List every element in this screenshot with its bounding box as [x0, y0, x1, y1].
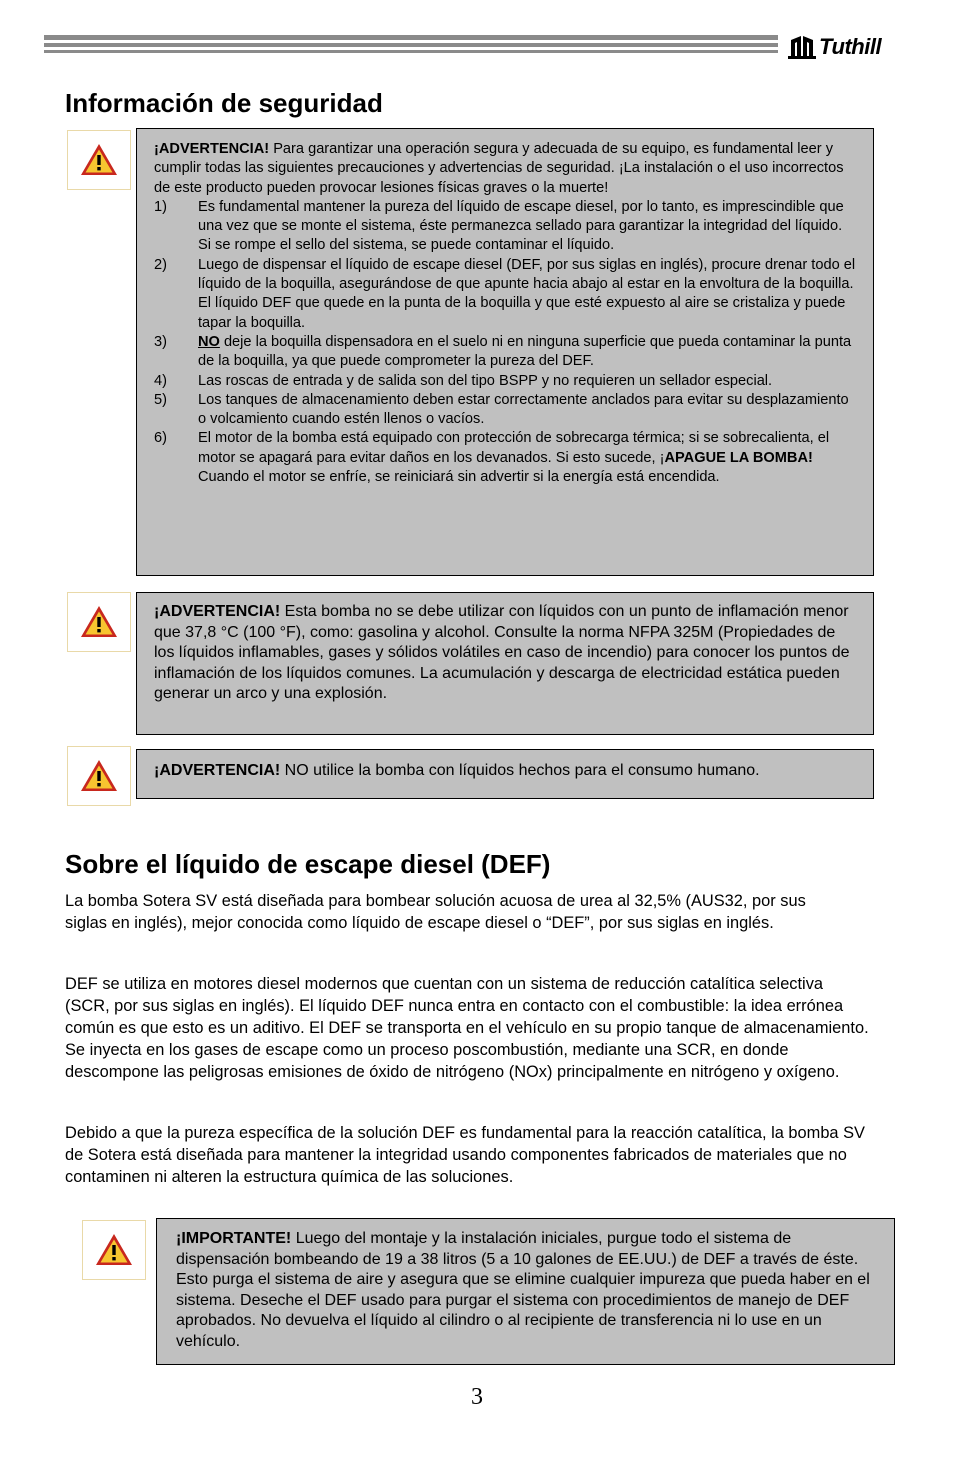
section-title-def: Sobre el líquido de escape diesel (DEF)	[65, 849, 551, 879]
important-icon-frame	[82, 1220, 146, 1280]
warning-1-label: ¡ADVERTENCIA!	[154, 141, 270, 157]
brand-name: Tuthill	[819, 34, 882, 59]
warning-2-label: ¡ADVERTENCIA!	[154, 603, 281, 620]
def-paragraph-2: DEF se utiliza en motores diesel modernos que cuentan con un sistema de reducción catalítica selectiva (SCR, por sus siglas en inglés). El líquido DEF nunca entra en contacto con el combustible: la idea errónea común es que esto es un aditivo. El DEF se transporta en el vehículo en su propio tanque de almacenamiento. Se inyecta en los gases de escape como un proceso poscombustión, mediante una SCR, en donde descompone las peligrosas emisiones de óxido de nitrógeno (NOx) principalmente en nitrógeno y oxígeno.	[65, 975, 869, 1081]
important-notice-box	[156, 1218, 895, 1365]
safety-warning-box-2	[136, 592, 874, 735]
safety-warning-box-1	[136, 128, 874, 576]
warning-icon-frame-3	[67, 746, 131, 806]
tuthill-logo-icon	[787, 34, 817, 60]
warning-2-text: ¡ADVERTENCIA! Esta bomba no se debe utilizar con líquidos con un punto de inflamación menor que 37,8 °C (100 °F), como: gasolina y alcohol. Consulte la norma NFPA 325M (Propiedades de los líquidos inflamables, gases y sólidos volátiles en caso de incendio) para conocer los puntos de inflamación de los líquidos comunes. La acumulación y descarga de electricidad estática pueden generar un arco y una explosión.	[154, 603, 850, 703]
def-paragraph-3: Debido a que la pureza específica de la solución DEF es fundamental para la reacción catalítica, la bomba SV de Sotera está diseñada para mantener la integridad usando componentes fabricados de materiales que no contaminen ni alteren la estructura química de las soluciones.	[65, 1124, 865, 1186]
warning-icon-frame-1	[67, 130, 131, 190]
important-text: ¡IMPORTANTE! Luego del montaje y la instalación iniciales, purgue todo el sistema de dispensación bombeando de 19 a 38 litros (5 a 10 galones de EE.UU.) de DEF a través de éste. Esto purga el sistema de aire y asegura que se elimine cualquier impureza que pueda haber en el sistema. Deseche el DEF usado para purgar el sistema con procedimientos de manejo de DEF aprobados. No devuelva el líquido al cilindro o al recipiente de transferencia ni lo use en un vehículo.	[176, 1230, 870, 1350]
warning-1-intro: ¡ADVERTENCIA! Para garantizar una operación segura y adecuada de su equipo, es fundamental leer y cumplir todas las siguientes precauciones y advertencias de seguridad. ¡La instalación o el uso incorrectos de este producto pueden provocar lesiones físicas graves o la muerte!	[154, 141, 844, 196]
brand-logo	[787, 33, 881, 61]
emphasis-shutdown: APAGUE LA BOMBA!	[664, 449, 813, 466]
warning-3-text: ¡ADVERTENCIA! NO utilice la bomba con líquidos hechos para el consumo humano.	[154, 762, 760, 779]
warning-3-label: ¡ADVERTENCIA!	[154, 762, 281, 779]
list-item: 2) Luego de dispensar el líquido de escape diesel (DEF, por sus siglas en inglés), procure drenar todo el líquido de la boquilla, asegurándose de que apunte hacia abajo al estar en la envoltura de la boquilla. El líquido DEF que quede en la punta de la boquilla y que esté expuesto al aire se cristaliza y puede tapar la boquilla.	[154, 256, 856, 331]
warning-1-list	[154, 198, 857, 487]
warning-triangle-icon	[79, 142, 119, 178]
list-item: 5) Los tanques de almacenamiento deben estar correctamente anclados para evitar su desplazamiento o volcamiento cuando estén llenos o vacíos.	[154, 391, 849, 428]
section-title-safety: Información de seguridad	[65, 88, 383, 118]
list-item: 3) NO deje la boquilla dispensadora en el suelo ni en ninguna superficie que pueda contaminar la punta de la boquilla, ya que puede comprometer la pureza del DEF.	[154, 333, 852, 370]
emphasis-no: NO	[198, 333, 220, 350]
list-item: 1) Es fundamental mantener la pureza del líquido de escape diesel, por lo tanto, es imprescindible que una vez que se monte el sistema, éste permanezca sellado para garantizar la integridad del líquido. Si se rompe el sello del sistema, se puede contaminar el líquido.	[154, 198, 844, 254]
warning-icon-frame-2	[67, 592, 131, 652]
warning-triangle-icon	[79, 758, 119, 794]
header-rule-middle	[44, 43, 778, 47]
page-number: 3	[471, 1384, 483, 1410]
warning-triangle-icon	[94, 1232, 134, 1268]
warning-triangle-icon	[79, 604, 119, 640]
safety-warning-box-3	[136, 749, 874, 799]
header-rule-top	[44, 35, 778, 40]
def-paragraph-1: La bomba Sotera SV está diseñada para bombear solución acuosa de urea al 32,5% (AUS32, por sus siglas en inglés), mejor conocida como líquido de escape diesel o “DEF”, por sus siglas en inglés.	[65, 892, 806, 932]
header-rule-bottom	[44, 50, 778, 53]
important-label: ¡IMPORTANTE!	[176, 1230, 292, 1247]
list-item: 4) Las roscas de entrada y de salida son del tipo BSPP y no requieren un sellador especial.	[154, 372, 773, 389]
list-item: 6) El motor de la bomba está equipado con protección de sobrecarga térmica; si se sobrecalienta, el motor se apagará para evitar daños en los devanados. Si esto sucede, ¡APAGUE LA BOMBA! Cuando el motor se enfríe, se reiniciará sin advertir si la energía está encendida.	[154, 430, 830, 486]
